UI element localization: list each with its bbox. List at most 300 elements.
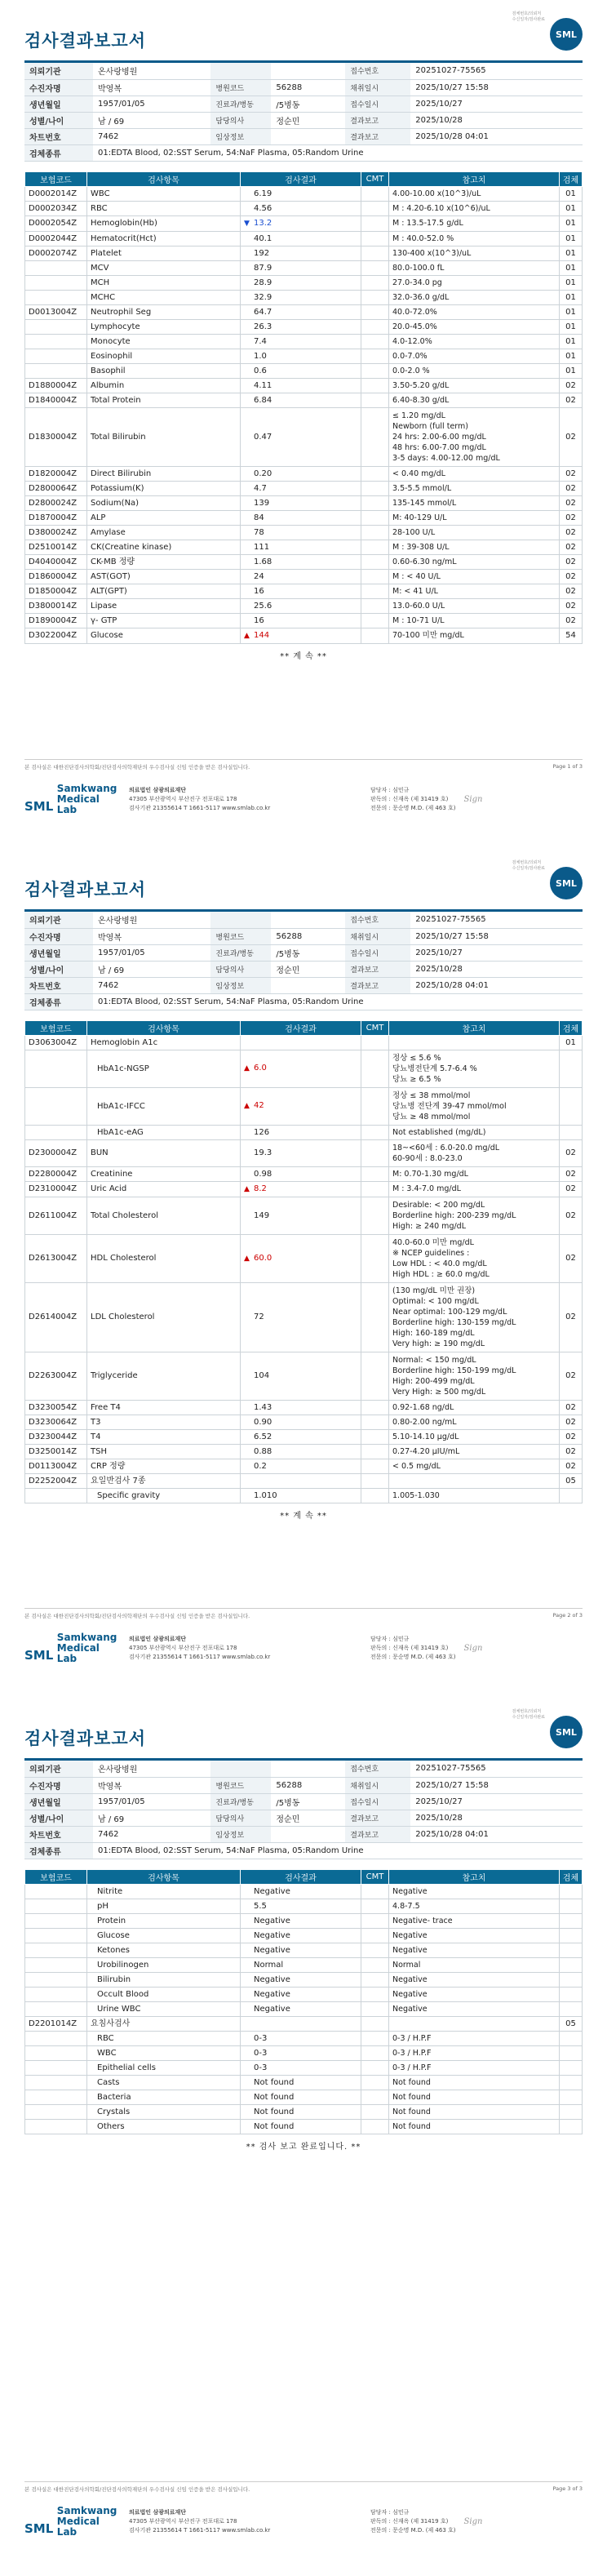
reference-range: 130-400 x(10^3)/uL [389,246,560,260]
table-row [25,407,583,466]
test-item: Ketones [87,1943,241,1957]
reference-range: Negative- trace [389,1913,560,1928]
specimen-code: 02 [560,613,583,628]
dept-label: 진료과/병동 [210,944,271,961]
insurance-code: D2280004Z [25,1166,87,1181]
regno-value: 20251027-75565 [410,912,583,928]
cmt-cell [361,1913,389,1928]
reference-range: 32.0-36.0 g/dL [389,290,560,304]
test-item: Epithelial cells [87,2060,241,2075]
reference-range: 0.0-7.0% [389,349,560,363]
table-row [25,260,583,275]
sexage-value: 남 / 69 [93,112,210,128]
top-note: 검체번호/의뢰처 수신일자/검사완료 [512,860,545,871]
test-item: Nitrite [87,1884,241,1899]
test-item: LDL Cholesterol [87,1282,241,1352]
dept-label: 진료과/병동 [210,1793,271,1810]
reference-range: Negative [389,1928,560,1943]
specimen-code: 02 [560,1197,583,1234]
test-item: CK-MB 정량 [87,554,241,569]
disclaimer: 본 검사실은 대한진단검사의학회/진단검사의학재단의 우수검사실 신임 인증을 받은 검사실입니다. [24,2486,250,2493]
reference-range: Negative [389,1943,560,1957]
test-item: 요일반검사 7종 [87,1473,241,1488]
specimen-code: 02 [560,407,583,466]
table-row [25,584,583,598]
reference-range: 20.0-45.0% [389,319,560,334]
insurance-code: D1840004Z [25,393,87,407]
specimen-code [560,1488,583,1503]
col-header: 참고치 [389,171,560,186]
cmt-cell [361,1884,389,1899]
reference-range: < 0.5 mg/dL [389,1459,560,1473]
cmt-cell [361,495,389,510]
insurance-code: D0002034Z [25,201,87,215]
reference-range: Not found [389,2119,560,2134]
insurance-code [25,1899,87,1913]
reference-range: 27.0-34.0 pg [389,275,560,290]
specimen-code: 01 [560,304,583,319]
page-number: Page 1 of 3 [552,763,583,770]
table-row [25,569,583,584]
results-body [25,1035,583,1503]
specimen-code: 05 [560,2016,583,2031]
table-row [25,1415,583,1429]
test-result: 104 [254,1371,270,1380]
cmt-cell [361,215,389,231]
test-result: 19.3 [254,1148,272,1157]
reference-range: 0.92-1.68 ng/dL [389,1400,560,1415]
reference-range: M : 40.0-52.0 % [389,231,560,246]
insurance-code: D2800064Z [25,481,87,495]
dept-value: /5병동 [271,95,345,112]
test-item: γ- GTP [87,613,241,628]
cmt-cell [361,598,389,613]
insurance-code [25,363,87,378]
cmt-cell [361,1473,389,1488]
specimen-code: 01 [560,275,583,290]
receiver-value: 박영복 [93,79,210,95]
report-time-label: 결과보고 [345,1826,410,1842]
report-label: 결과보고 [345,961,410,977]
test-result: Not found [254,2107,295,2116]
cmt-cell [361,481,389,495]
reference-range: Not found [389,2104,560,2119]
table-row [25,290,583,304]
clinical-value [271,977,345,993]
specimen-code: 02 [560,554,583,569]
insurance-code [25,1957,87,1972]
insurance-code: D3022004Z [25,628,87,643]
reference-range: 40.0-60.0 미만 mg/dL ※ NCEP guidelines : Low HDL : < 40.0 mg/dL High HDL : ≥ 60.0 mg/dL [389,1234,560,1282]
birth-label: 생년월일 [24,95,93,112]
specimen-code [560,1125,583,1139]
recv-value: 2025/10/27 [410,944,583,961]
patient-info-table [24,1761,583,1859]
address-line: 검사기관 21355614 T 1661-5117 www.smlab.co.kr [129,805,271,811]
reference-range: 18~<60세 : 6.0-20.0 mg/dL 60-90세 : 8.0-23.0 [389,1139,560,1166]
report-page-3 [0,1698,607,2547]
specimen-code [560,2001,583,2016]
insurance-code: D1830004Z [25,407,87,466]
table-row [25,1234,583,1282]
cmt-cell [361,1899,389,1913]
reference-range: 4.8-7.5 [389,1899,560,1913]
cmt-cell [361,510,389,525]
specimen-value: 01:EDTA Blood, 02:SST Serum, 54:NaF Plasma, 05:Random Urine [93,144,583,161]
top-note: 검체번호/의뢰처 수신일자/검사완료 [512,11,545,22]
test-result: 0-3 [254,2033,268,2043]
test-result: 144 [254,630,270,640]
col-header: 검사결과 [241,1020,361,1035]
test-item: MCH [87,275,241,290]
org-label: 의뢰기관 [24,912,93,928]
cmt-cell [361,2045,389,2060]
table-row [25,2075,583,2090]
test-item: RBC [87,2031,241,2045]
reference-range: 0.80-2.00 ng/mL [389,1415,560,1429]
test-item: Uric Acid [87,1181,241,1197]
test-result: 26.3 [254,322,272,331]
patient-info-table [24,63,583,162]
test-result: 139 [254,498,270,508]
sexage-label: 성별/나이 [24,961,93,977]
specimen-code: 02 [560,1415,583,1429]
regno-label: 접수번호 [345,63,410,79]
reference-range: M : 13.5-17.5 g/dL [389,215,560,231]
table-row [25,2001,583,2016]
reference-range: 80.0-100.0 fL [389,260,560,275]
test-item: Neutrophil Seg [87,304,241,319]
insurance-code [25,349,87,363]
specimen-code [560,2075,583,2090]
test-result: 149 [254,1210,270,1220]
test-result: 1.68 [254,557,272,566]
test-item: Free T4 [87,1400,241,1415]
sign-line: 판독의 : 신재옥 (제 31419 호) [370,2518,449,2525]
continue-text: ** 계 속 ** [280,1511,327,1521]
specimen-code [560,1972,583,1987]
report-time-value: 2025/10/28 04:01 [410,977,583,993]
chart-value: 7462 [93,128,210,144]
test-result: 0.6 [254,366,267,375]
cmt-cell [361,2060,389,2075]
cmt-cell [361,2119,389,2134]
birth-value: 1957/01/05 [93,944,210,961]
report-title: 검사결과보고서 [24,880,147,899]
page-footer [24,2481,583,2538]
table-row [25,1987,583,2001]
end-text: ** 검사 보고 완료입니다. ** [246,2142,361,2152]
report-time-label: 결과보고 [345,977,410,993]
specimen-code: 02 [560,540,583,554]
high-flag-icon: ▲ [244,1064,250,1073]
reference-range: 정상 ≤ 38 mmol/mol 당뇨병 전단계 39-47 mmol/mol 당뇨 ≥ 48 mmol/mol [389,1087,560,1125]
report-page-1 [0,0,607,849]
report-value: 2025/10/28 [410,961,583,977]
clinical-label: 임상정보 [210,977,271,993]
insurance-code [25,2075,87,2090]
doctor-value: 정순민 [271,1810,345,1826]
hospcode-label: 병원코드 [210,1777,271,1793]
dept-value: /5병동 [271,944,345,961]
signature-image: Sign [463,2517,483,2526]
results-body [25,1884,583,2134]
insurance-code [25,260,87,275]
insurance-code: D3250014Z [25,1444,87,1459]
test-item: Triglyceride [87,1352,241,1400]
test-item: HbA1c-IFCC [87,1087,241,1125]
report-title: 검사결과보고서 [24,31,147,51]
table-row [25,378,583,393]
reference-range: M : 4.20-6.10 x(10^6)/uL [389,201,560,215]
reference-range: M: 40-129 U/L [389,510,560,525]
test-result: Negative [254,1989,290,1999]
clinical-value [271,1826,345,1842]
specimen-code [560,2031,583,2045]
reference-range: M : 3.4-7.0 mg/dL [389,1181,560,1197]
specimen-code: 01 [560,231,583,246]
cmt-cell [361,1972,389,1987]
clinical-label: 임상정보 [210,128,271,144]
company-name: Samkwang Medical Lab [56,1632,117,1664]
test-item: Lipase [87,598,241,613]
insurance-code [25,290,87,304]
hospcode-label: 병원코드 [210,928,271,944]
sexage-value: 남 / 69 [93,961,210,977]
reference-range: 6.40-8.30 g/dL [389,393,560,407]
specimen-code: 01 [560,201,583,215]
insurance-code: D3230054Z [25,1400,87,1415]
org-label: 의뢰기관 [24,63,93,79]
specimen-code: 02 [560,1444,583,1459]
test-item: Platelet [87,246,241,260]
cmt-cell [361,349,389,363]
test-result: 192 [254,248,270,258]
specimen-code: 02 [560,598,583,613]
reference-range [389,1035,560,1050]
table-row [25,1050,583,1087]
reference-range [389,1473,560,1488]
test-item: Bilirubin [87,1972,241,1987]
cmt-cell [361,393,389,407]
reference-range: 0-3 / H.P.F [389,2060,560,2075]
specimen-code: 02 [560,1429,583,1444]
hospcode-value: 56288 [271,928,345,944]
top-note: 검체번호/의뢰처 수신일자/검사완료 [512,1709,545,1720]
cmt-cell [361,260,389,275]
test-result: 1.010 [254,1490,277,1500]
table-row [25,363,583,378]
address-line: 검사기관 21355614 T 1661-5117 www.smlab.co.kr [129,2527,271,2534]
sexage-value: 남 / 69 [93,1810,210,1826]
specimen-code: 02 [560,1139,583,1166]
insurance-code: D1890004Z [25,613,87,628]
specimen-code: 02 [560,1181,583,1197]
results-header-row [25,1869,583,1884]
specimen-code: 02 [560,1400,583,1415]
insurance-code: D2510014Z [25,540,87,554]
sexage-label: 성별/나이 [24,112,93,128]
col-header: CMT [361,1020,389,1035]
table-row [25,1429,583,1444]
col-header: 참고치 [389,1020,560,1035]
regno-value: 20251027-75565 [410,1761,583,1777]
insurance-code [25,2104,87,2119]
sml-logo-icon: SML [550,1716,583,1748]
insurance-code: D2614004Z [25,1282,87,1352]
cmt-cell [361,186,389,201]
test-item: Total Cholesterol [87,1197,241,1234]
reference-range: < 0.40 mg/dL [389,466,560,481]
table-row [25,1087,583,1125]
table-row [25,510,583,525]
cmt-cell [361,1166,389,1181]
insurance-code [25,334,87,349]
table-row [25,598,583,613]
col-header: 보험코드 [25,1869,87,1884]
specimen-code: 01 [560,1035,583,1050]
birth-label: 생년월일 [24,944,93,961]
specimen-label: 검체종류 [24,1842,93,1859]
cmt-cell [361,466,389,481]
cmt-cell [361,334,389,349]
specimen-code: 02 [560,495,583,510]
table-row [25,304,583,319]
table-row [25,186,583,201]
page-number: Page 2 of 3 [552,1612,583,1619]
specimen-code: 02 [560,510,583,525]
specimen-code [560,1957,583,1972]
insurance-code [25,1943,87,1957]
table-row [25,540,583,554]
reference-range: 4.00-10.00 x(10^3)/uL [389,186,560,201]
test-result: 5.5 [254,1901,267,1911]
reference-range: M : 10-71 U/L [389,613,560,628]
receiver-label: 수진자명 [24,79,93,95]
test-result: Negative [254,1916,290,1925]
specimen-code: 01 [560,349,583,363]
test-result: 4.56 [254,203,272,213]
cmt-cell [361,540,389,554]
insurance-code: D1870004Z [25,510,87,525]
sign-line: 담당자 : 심민규 [370,1636,410,1642]
test-result: Negative [254,2004,290,2014]
sml-logo-icon: SML [550,18,583,51]
cmt-cell [361,1400,389,1415]
insurance-code: D2310004Z [25,1181,87,1197]
cmt-cell [361,1050,389,1087]
address-line: 의료법인 삼광의료재단 [129,1636,187,1642]
insurance-code [25,1928,87,1943]
test-result: Negative [254,1930,290,1940]
test-result: 0.88 [254,1446,272,1456]
cmt-cell [361,1234,389,1282]
test-result: 32.9 [254,292,272,302]
results-table [24,1869,583,2134]
cmt-cell [361,584,389,598]
sml-logo-icon: SML [550,867,583,899]
test-item: Total Protein [87,393,241,407]
chart-label: 차트번호 [24,128,93,144]
table-row [25,201,583,215]
table-row [25,554,583,569]
table-row [25,1972,583,1987]
specimen-code: 01 [560,319,583,334]
insurance-code [25,1987,87,2001]
test-item: CK(Creatine kinase) [87,540,241,554]
cmt-cell [361,1139,389,1166]
cmt-cell [361,1444,389,1459]
insurance-code [25,275,87,290]
test-item: Hemoglobin(Hb) [87,215,241,231]
reference-range: Not found [389,2075,560,2090]
test-item: Albumin [87,378,241,393]
reference-range: 3.5-5.5 mmol/L [389,481,560,495]
table-row [25,1139,583,1166]
test-item: Total Bilirubin [87,407,241,466]
reference-range: Normal: < 150 mg/dL Borderline high: 150-199 mg/dL High: 200-499 mg/dL Very High: ≥ 500 mg/dL [389,1352,560,1400]
reference-range: 0.27-4.20 μIU/mL [389,1444,560,1459]
cmt-cell [361,1282,389,1352]
test-result: 0.2 [254,1461,267,1471]
col-header: 검사결과 [241,1869,361,1884]
insurance-code [25,319,87,334]
insurance-code [25,1913,87,1928]
test-item: HDL Cholesterol [87,1234,241,1282]
chart-value: 7462 [93,977,210,993]
test-result: 84 [254,513,264,522]
report-label: 결과보고 [345,112,410,128]
table-row [25,1913,583,1928]
specimen-label: 검체종류 [24,993,93,1010]
table-row [25,525,583,540]
report-time-value: 2025/10/28 04:01 [410,128,583,144]
col-header: CMT [361,1869,389,1884]
insurance-code: D1860004Z [25,569,87,584]
cmt-cell [361,201,389,215]
test-item: Potassium(K) [87,481,241,495]
specimen-code: 01 [560,334,583,349]
test-result: 42 [254,1101,264,1110]
test-result: 60.0 [254,1253,272,1263]
insurance-code: D2800024Z [25,495,87,510]
specimen-code: 01 [560,215,583,231]
test-result: 7.4 [254,336,267,346]
sign-line: 담당자 : 심민규 [370,787,410,793]
test-item: ALT(GPT) [87,584,241,598]
reference-range: 28-100 U/L [389,525,560,540]
test-item: MCHC [87,290,241,304]
col-header: 보험코드 [25,171,87,186]
regno-value: 20251027-75565 [410,63,583,79]
address-line: 의료법인 삼광의료재단 [129,2509,187,2516]
test-item: Protein [87,1913,241,1928]
sign-line: 판독의 : 신재옥 (제 31419 호) [370,1645,449,1651]
test-result: 78 [254,527,264,537]
test-result: 0.47 [254,432,272,442]
specimen-code: 01 [560,260,583,275]
collect-label: 채취일시 [345,928,410,944]
specimen-code [560,1884,583,1899]
insurance-code: D2300004Z [25,1139,87,1166]
test-item: Monocyte [87,334,241,349]
cmt-cell [361,2104,389,2119]
test-item: Specific gravity [87,1488,241,1503]
table-row [25,1459,583,1473]
specimen-code: 02 [560,378,583,393]
sml-logo-icon: SML [24,798,54,814]
test-item: Hematocrit(Hct) [87,231,241,246]
